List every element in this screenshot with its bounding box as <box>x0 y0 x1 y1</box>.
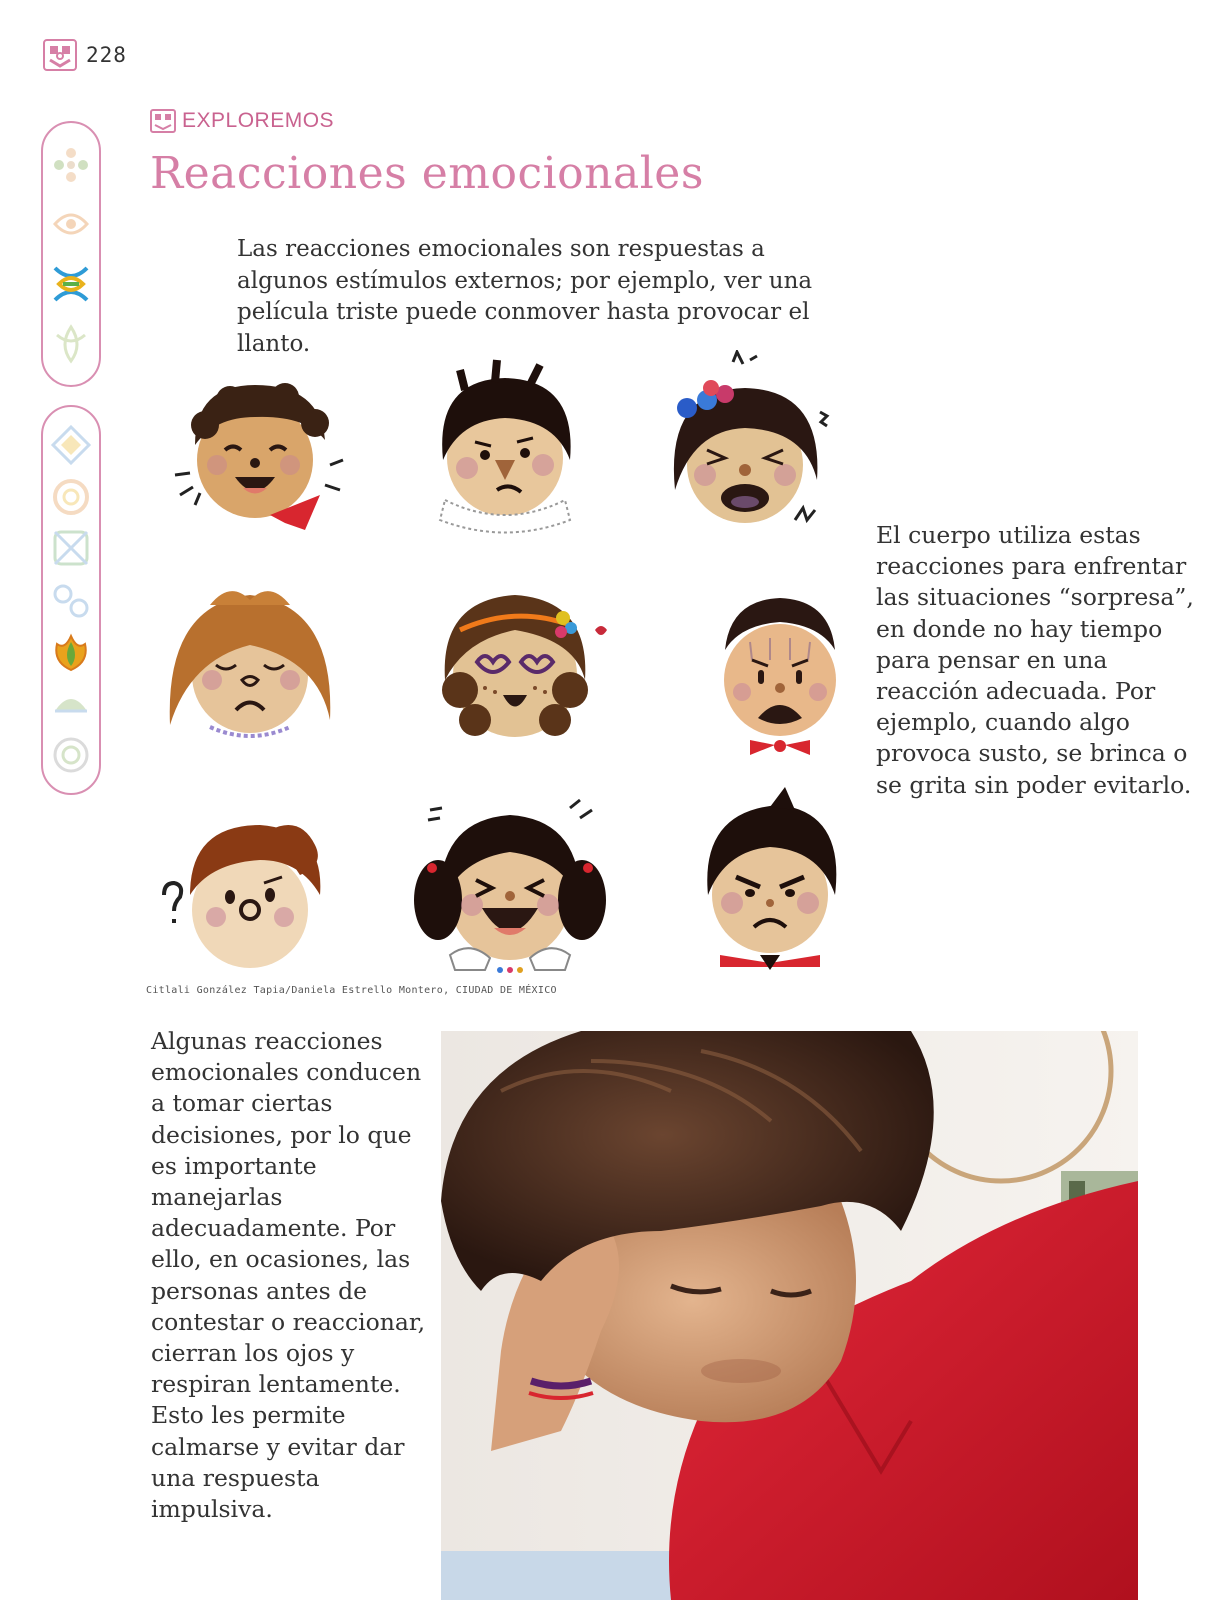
side-rail-bottom <box>41 405 101 795</box>
page-title: Reacciones emocionales <box>150 148 704 199</box>
square-glyph-icon <box>49 526 93 570</box>
face-angry-crying <box>645 350 845 550</box>
crossed-glyph-icon <box>49 262 93 306</box>
page-header <box>42 38 127 72</box>
shell-glyph-icon <box>49 681 93 725</box>
illustration-credit: Citlali González Tapia/Daniela Estrello Montero, CIUDAD DE MÉXICO <box>146 985 557 996</box>
face-angry <box>670 785 870 985</box>
face-in-love <box>415 570 615 770</box>
ring-glyph-icon <box>49 578 93 622</box>
leaf-glyph-icon <box>49 321 93 365</box>
aztec-glyph-icon <box>150 109 176 133</box>
face-confused <box>150 805 350 1005</box>
face-sad-doubtful <box>405 350 605 550</box>
bottom-paragraph: Algunas reacciones emocionales conducen a tomar ciertas decisiones, por lo que es importante manejarlas adecuadamente. Por ello, en ocasiones, las personas antes de contestar o reaccionar, cierran los ojos y respiran lentamente. Esto les permite calmarse y evitar dar una respuesta impulsiva. <box>151 1027 426 1524</box>
intro-paragraph: Las reacciones emocionales son respuestas a algunos estímulos externos; por ejemplo, ver una película triste puede conmover hasta provocar el llanto. <box>237 236 813 357</box>
face-laughing <box>410 790 610 990</box>
circle-glyph-icon <box>49 733 93 777</box>
photo-pensive-boy <box>441 1031 1138 1600</box>
side-rail-top <box>41 121 101 387</box>
face-happy <box>155 355 355 555</box>
diamond-glyph-icon <box>49 423 93 467</box>
spiral-glyph-icon <box>49 475 93 519</box>
face-scared <box>680 580 880 780</box>
page-number: 228 <box>86 43 127 67</box>
face-sad-crying <box>150 575 350 775</box>
side-paragraph: El cuerpo utiliza estas reacciones para enfrentar las situaciones “sorpresa”, en donde no hay tiempo para pensar en una reacción adecuada. Por ejemplo, cuando algo provoca susto, se brinca o se grita sin poder evitarlo. <box>876 521 1194 799</box>
section-header <box>150 109 334 133</box>
aztec-glyph-icon <box>42 38 78 72</box>
dots-glyph-icon <box>49 143 93 187</box>
flower-glyph-icon <box>49 630 93 674</box>
sun-glyph-icon <box>49 202 93 246</box>
section-label: EXPLOREMOS <box>182 109 335 132</box>
